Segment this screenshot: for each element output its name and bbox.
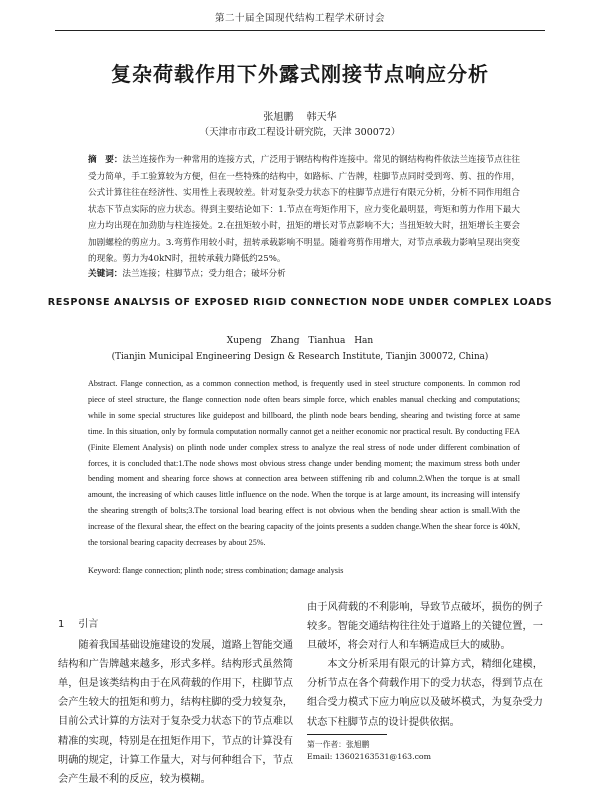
section-number: 1 xyxy=(58,619,65,630)
english-abstract-label: Abstract. xyxy=(88,379,118,388)
chinese-abstract-label: 摘 要： xyxy=(88,155,123,165)
chinese-keywords-text: 法兰连接；柱脚节点；受力组合；破坏分析 xyxy=(122,269,286,279)
chinese-abstract xyxy=(88,152,520,268)
section-heading xyxy=(58,615,293,634)
footnote-author-label: 第一作者： xyxy=(307,740,346,749)
english-keywords-text: flange connection; plinth node; stress combination; damage analysis xyxy=(122,566,344,575)
footnote-email-address: 13602163531@163.com xyxy=(334,752,432,761)
footnote-author xyxy=(307,739,543,751)
chinese-abstract-text: 法兰连接作为一种常用的连接方式，广泛用于钢结构构件连接中。常见的钢结构构件依法兰连接节点往往受力简单，手工验算较为方便，但在一些特殊的结构中，如路标、广告牌，柱脚节点同时受到弯、剪、扭的作用，公式计算往往在经济性、实用性上表现较差。针对复杂受力状态下的柱脚节点进行有限元分析，分析不同作用组合状态下节点实际的应力状态。得到主要结论如下：1.节点在弯矩作用下，应力变化最明显，弯矩和剪力作用下最大应力均出现在加劲肋与柱连接处。2.在扭矩较小时，扭矩的增长对节点影响不大；当扭矩较大时，扭矩增长主要会加剧螺栓的剪应力。3.弯剪作用较小时，扭转承载影响不明显。随着弯剪作用增大，对节点承载力影响呈现出突变的现象。剪力为40kN时，扭转承载力降低约25%。 xyxy=(88,155,520,264)
body-right-column xyxy=(307,598,543,732)
footnote-email xyxy=(307,751,543,763)
author-2-cn: 韩天华 xyxy=(306,112,337,123)
chinese-title: 复杂荷载作用下外露式刚接节点响应分析 xyxy=(111,62,489,86)
author-1-cn: 张旭鹏 xyxy=(263,112,294,123)
section-title: 引言 xyxy=(78,619,99,630)
footnote-author-name: 张旭鹏 xyxy=(345,740,370,749)
english-authors xyxy=(0,336,600,346)
header-rule xyxy=(55,30,545,31)
intro-paragraph-continued: 由于风荷载的不利影响，导致节点破坏，损伤的例子较多。智能交通结构往往处于道路上的关键位置，一旦破坏，将会对行人和车辆造成巨大的威胁。 xyxy=(307,602,543,652)
english-keywords-label: Keyword: xyxy=(88,566,121,575)
chinese-authors xyxy=(0,108,600,123)
author-2-en: Tianhua Han xyxy=(308,336,374,346)
chinese-affiliation: （天津市市政工程设计研究院，天津 300072） xyxy=(199,127,401,138)
author-1-en: Xupeng Zhang xyxy=(226,336,300,346)
running-header: 第二十届全国现代结构工程学术研讨会 xyxy=(214,13,385,24)
english-keywords xyxy=(88,566,520,575)
footnote-rule xyxy=(307,734,387,735)
chinese-keywords-label: 关键词： xyxy=(88,269,123,279)
chinese-keywords xyxy=(88,267,520,279)
english-abstract-text: Flange connection, as a common connection method, is frequently used in steel structure components. In common rod piece of steel structure, the flange connection node often bears simple force, which enables manual checking and computations; while in some special structures like guidepost and billboard, the plinth node bears bending, shearing and twisting force at same time. In this situation, only by formula computation normally cannot get a neither economic nor practical result. By conducting FEA (Finite Element Analysis) on plinth node under complex stress to analyze the real stress of node under different combination of forces, it is concluded that:1.The node shows most obvious stress change under bending moment; the maximum stress both under bending moment and shearing force shows at connection area between stiffening rib and column.2.When the torque is at small amount, the increasing of which causes little influence on the node. When the torque is at large amount, its increasing will intensify the shearing strength of bolts;3.The torsional load bearing effect is not obvious when the bending shear action is small.With the increase of the flexural shear, the effect on the bearing capacity of the joints presents a sudden change.When the shear force is 40kN, the torsional bearing capacity decreases by about 25%. xyxy=(88,379,520,548)
intro-paragraph: 随着我国基础设施建设的发展，道路上智能交通结构和广告牌越来越多，形式多样。结构形式虽然简单，但是该类结构由于在风荷载的作用下，柱脚节点会产生较大的扭矩和剪力，结构柱脚的受力较复杂，目前公式计算的方法对于复杂受力状态下的节点难以精准的实现，特别是在扭矩作用下，节点的计算没有明确的规定，计算工作量大，对与何种组合下，节点会产生最不利的反应，较为模糊。 xyxy=(58,640,293,785)
english-title: RESPONSE ANALYSIS OF EXPOSED RIGID CONNECTION NODE UNDER COMPLEX LOADS xyxy=(47,297,553,308)
english-abstract xyxy=(88,376,520,551)
english-affiliation: (Tianjin Municipal Engineering Design & Research Institute, Tianjin 300072, China) xyxy=(111,352,489,362)
method-paragraph: 本文分析采用有限元的计算方式，精细化建模，分析节点在各个荷载作用下的受力状态，得到节点在组合受力模式下应力响应以及破坏模式，为复杂受力状态下柱脚节点的设计提供依据。 xyxy=(307,659,543,728)
body-left-column xyxy=(58,615,293,789)
footnote-email-label: Email: xyxy=(307,752,333,761)
